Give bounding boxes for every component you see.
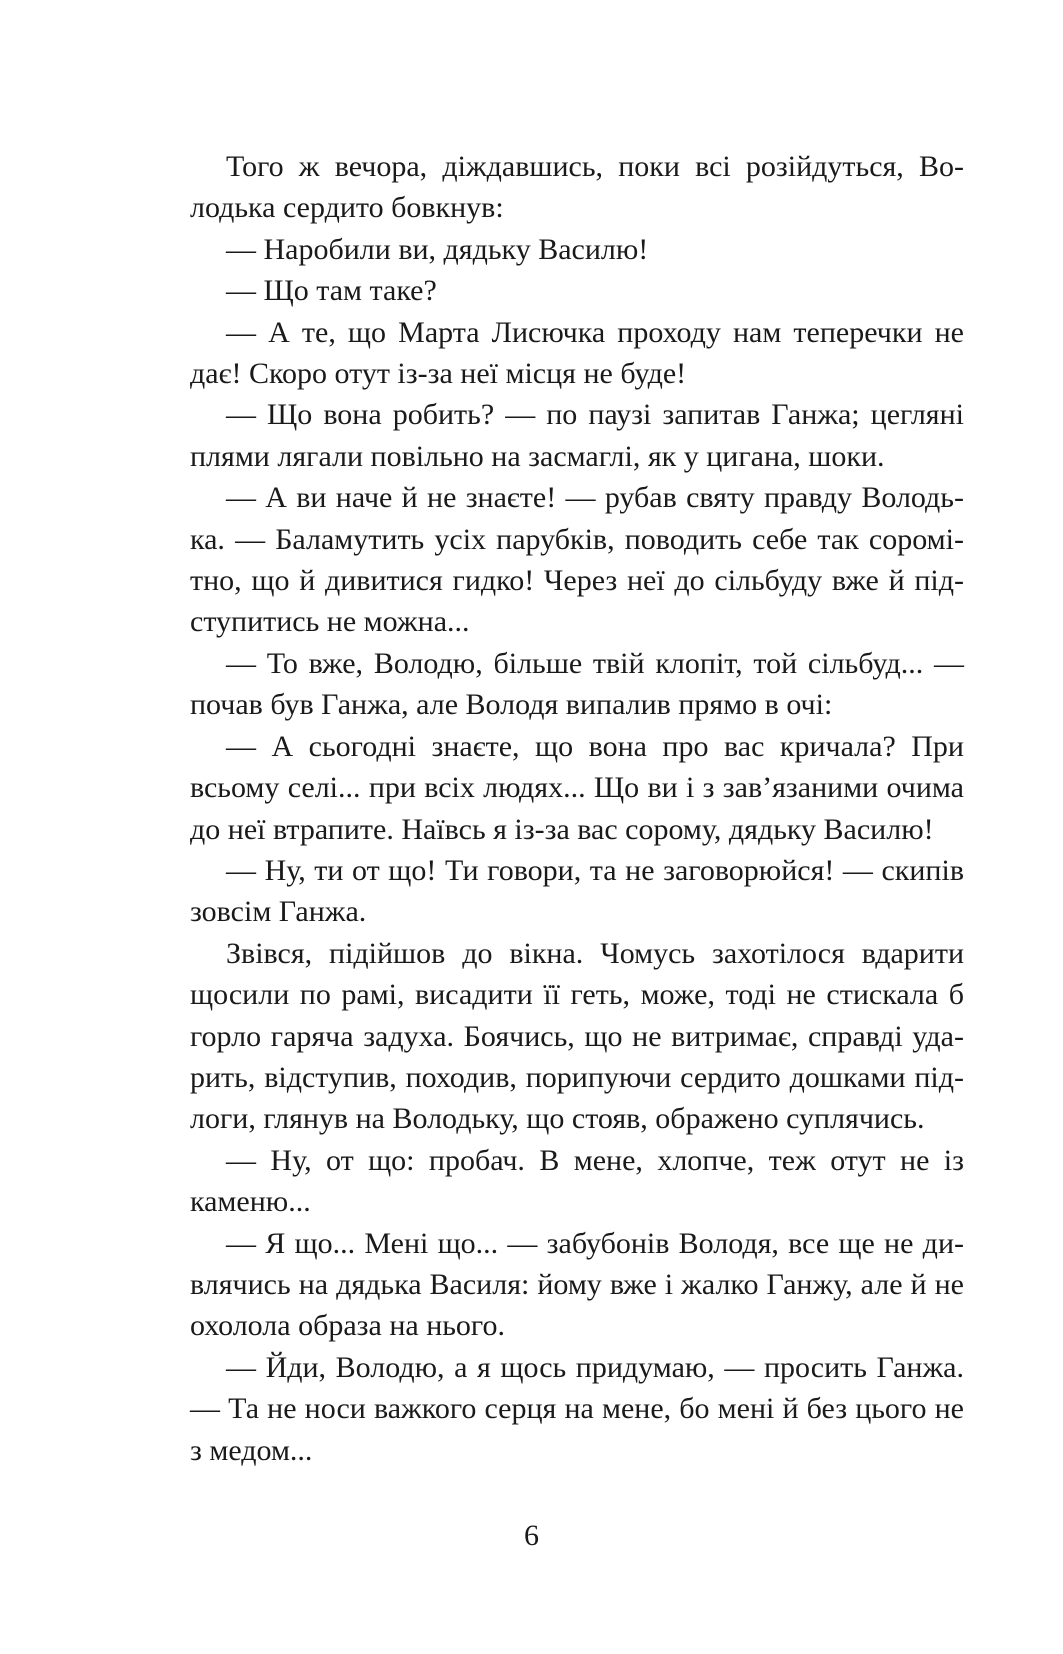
paragraph-2: — Наробили ви, дядьку Василю! [226,232,649,266]
page-number: 6 [524,1519,539,1552]
paragraph-12: — Я що... Мені що... — забубонів Володя, все ще не дивлячись на дядька Василя: йому вже і жалко Ганжу, але й не охолола образа на нього. [190,1226,964,1343]
body-text [190,146,964,1471]
paragraph-1: Того ж вечора, діждавшись, поки всі розійдуться, Володька сердито бовкнув: [190,150,964,225]
paragraph-6: — А ви наче й не знаєте! — рубав святу правду Володька. — Баламутить усіх парубків, поводить себе так соромітно, що й дивитися гидко! Через неї до сільбуду вже й підступитись не можна... [190,481,964,639]
paragraph-11: — Ну, от що: пробач. В мене, хлопче, теж отут не із каменю... [190,1143,964,1219]
paragraph-3: — Що там таке? [226,274,437,308]
paragraph-5: — Що вона робить? — по паузі запитав Ганжа; цегляні плями лягали повільно на засмаглі, як у цигана, шоки. [190,398,964,473]
paragraph-4: — А те, що Марта Лисючка проходу нам теперечки не дає! Скоро отут із-за неї місця не буде! [190,315,964,391]
paragraph-9: — Ну, ти от що! Ти говори, та не заговорюйся! — скипів зовсім Ганжа. [190,853,964,929]
paragraph-13: — Йди, Володю, а я щось придумаю, — просить Ганжа. — Та не носи важкого серця на мене, бо мені й без цього не з медом... [190,1350,964,1467]
paragraph-10: Звівся, підійшов до вікна. Чомусь захотілося вдарити щосили по рамі, висадити її геть, може, тоді не стискала б горло гаряча задуха. Боячись, що не витримає, справді ударить, відступив, походив, порипуючи сердито дошками підлоги, глянув на Володьку, що стояв, ображено суплячись. [190,936,964,1136]
paragraph-8: — А сьогодні знаєте, що вона про вас кричала? При всьому селі... при всіх людях... Що ви і з зав’язаними очима до неї втрапите. Наївсь я із-за вас сорому, дядьку Василю! [190,729,964,846]
paragraph-7: — То вже, Володю, більше твій клопіт, той сільбуд... — почав був Ганжа, але Володя випалив прямо в очі: [190,646,964,722]
